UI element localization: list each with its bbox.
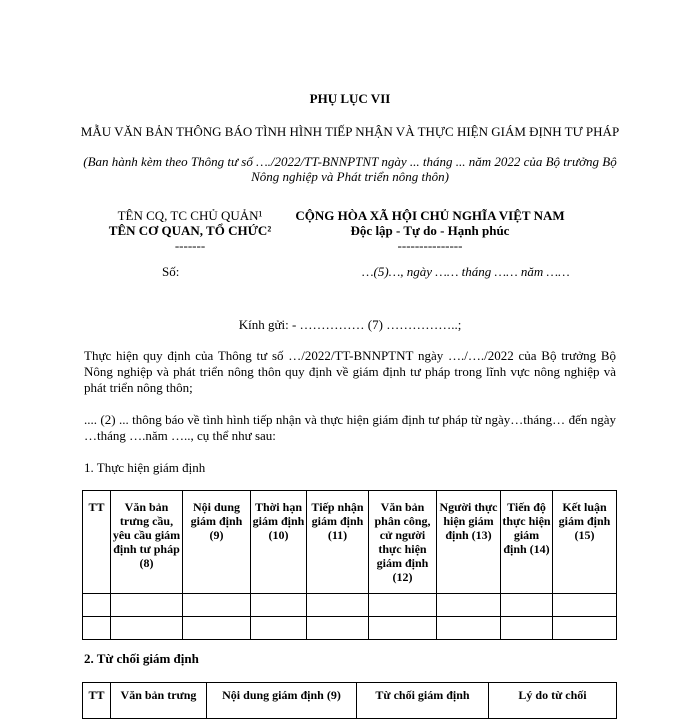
- agency-divider: -------: [174, 238, 206, 253]
- place-date-line: …(5)…, ngày …… tháng …… năm ……: [362, 264, 570, 279]
- refusal-table: [82, 682, 617, 719]
- column-header: Tiếp nhận giám định (11): [307, 491, 369, 594]
- table-cell: [83, 594, 111, 617]
- table-row: [83, 617, 617, 640]
- parent-agency-name: TÊN CQ, TC CHỦ QUẢN¹: [117, 208, 263, 223]
- column-header: TT: [83, 683, 111, 719]
- table-cell: [437, 594, 501, 617]
- appendix-title: PHỤ LỤC VII: [309, 91, 391, 106]
- column-header: Tiến độ thực hiện giám định (14): [501, 491, 553, 594]
- legal-basis-paragraph: Thực hiện quy định của Thông tư số …/2022/TT-BNNPTNT ngày …./…./2022 của Bộ trưởng Bộ Nông nghiệp và phát triển nông thôn quy định về giám định tư pháp trong lĩnh vực nông nghiệp và phát triển nông thôn;: [84, 348, 616, 395]
- table-cell: [183, 594, 251, 617]
- table-cell: [369, 594, 437, 617]
- execution-table: [82, 490, 617, 640]
- table-cell: [553, 594, 617, 617]
- national-divider: ---------------: [397, 238, 463, 253]
- column-header: Lý do từ chối: [489, 683, 617, 719]
- table-cell: [501, 594, 553, 617]
- document-title: MẪU VĂN BẢN THÔNG BÁO TÌNH HÌNH TIẾP NHẬN VÀ THỰC HIỆN GIÁM ĐỊNH TƯ PHÁP: [80, 124, 620, 139]
- document-number-label: Số:: [162, 264, 180, 279]
- table-cell: [111, 617, 183, 640]
- column-header: Nội dung giám định (9): [207, 683, 357, 719]
- column-header: Thời hạn giám định (10): [251, 491, 307, 594]
- national-header: [260, 208, 600, 253]
- national-motto: Độc lập - Tự do - Hạnh phúc: [350, 223, 510, 238]
- column-header: Từ chối giám định: [357, 683, 489, 719]
- column-header: Văn bản trưng: [111, 683, 207, 719]
- table-cell: [83, 617, 111, 640]
- table-cell: [251, 617, 307, 640]
- column-header: Nội dung giám định (9): [183, 491, 251, 594]
- table-cell: [307, 617, 369, 640]
- column-header: TT: [83, 491, 111, 594]
- table-cell: [501, 617, 553, 640]
- column-header: Người thực hiện giám định (13): [437, 491, 501, 594]
- table-header-row: [83, 491, 617, 594]
- table-row: [83, 594, 617, 617]
- table-cell: [437, 617, 501, 640]
- document-subtitle: (Ban hành kèm theo Thông tư số …./2022/TT-BNNPTNT ngày ... tháng ... năm 2022 của Bộ trưởng Bộ Nông nghiệp và Phát triển nông thôn): [83, 154, 617, 184]
- section-title-refusal: 2. Từ chối giám định: [84, 651, 199, 666]
- table-cell: [111, 594, 183, 617]
- column-header: Kết luận giám định (15): [553, 491, 617, 594]
- column-header: Văn bản trưng cầu, yêu cầu giám định tư pháp (8): [111, 491, 183, 594]
- section-title-execution: 1. Thực hiện giám định: [84, 460, 206, 475]
- column-header: Văn bản phân công, cử người thực hiện giám định (12): [369, 491, 437, 594]
- table-header-row: [83, 683, 617, 719]
- agency-name: TÊN CƠ QUAN, TỔ CHỨC²: [108, 223, 272, 238]
- table-cell: [369, 617, 437, 640]
- table-cell: [251, 594, 307, 617]
- table-cell: [183, 617, 251, 640]
- national-title: CỘNG HÒA XÃ HỘI CHỦ NGHĨA VIỆT NAM: [295, 208, 565, 223]
- recipient-line: Kính gửi: - …………… (7) ……………..;: [238, 317, 462, 332]
- table-cell: [307, 594, 369, 617]
- table-cell: [553, 617, 617, 640]
- notice-paragraph: .... (2) ... thông báo về tình hình tiếp nhận và thực hiện giám định tư pháp từ ngày…tháng… đến ngày …tháng ….năm ….., cụ thể như sau:: [84, 412, 616, 443]
